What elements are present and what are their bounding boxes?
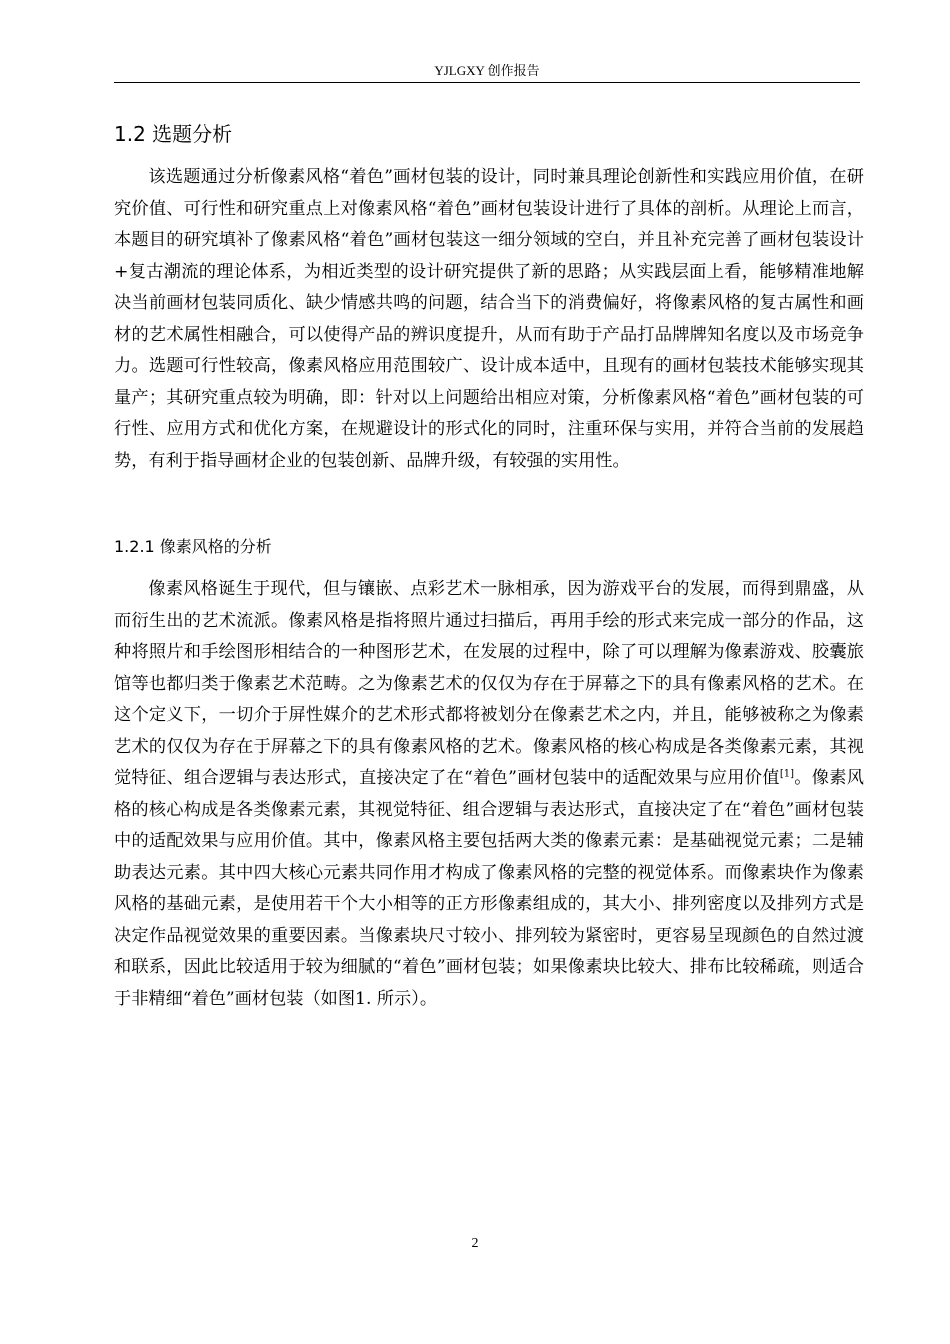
page-header xyxy=(114,62,860,83)
citation-marker[interactable]: [1] xyxy=(779,768,794,780)
subsection-paragraph-part2: 。像素风格的核心构成是各类像素元素，其视觉特征、组合逻辑与表达形式，直接决定了在“着色”画材包装中的适配效果与应用价值。其中，像素风格主要包括两大类的像素元素：是基础视觉元素；二是辅助表达元素。其中四大核心元素共同作用才构成了像素风格的完整的视觉体系。而像素块作为像素风格的基础元素，是使用若干个大小相等的正方形像素组成的，其大小、排列密度以及排列方式是决定作品视觉效果的重要因素。当像素块尺寸较小、排列较为紧密时，更容易呈现颜色的自然过渡和联系，因此比较适用于较为细腻的“着色”画材包装；如果像素块比较大、排布比较稀疏，则适合于非精细“着色”画材包装（如图1. 所示）。 xyxy=(114,768,864,1009)
subsection-heading: 1.2.1 像素风格的分析 xyxy=(114,537,272,556)
section-paragraph: 该选题通过分析像素风格“着色”画材包装的设计，同时兼具理论创新性和实践应用价值，在研究价值、可行性和研究重点上对像素风格“着色”画材包装设计进行了具体的剖析。从理论上而言，本题目的研究填补了像素风格“着色”画材包装这一细分领域的空白，并且补充完善了画材包装设计+复古潮流的理论体系，为相近类型的设计研究提供了新的思路；从实践层面上看，能够精准地解决当前画材包装同质化、缺少情感共鸣的问题，结合当下的消费偏好，将像素风格的复古属性和画材的艺术属性相融合，可以使得产品的辨识度提升，从而有助于产品打品牌牌知名度以及市场竞争力。选题可行性较高，像素风格应用范围较广、设计成本适中，且现有的画材包装技术能够实现其量产；其研究重点较为明确，即：针对以上问题给出相应对策，分析像素风格“着色”画材包装的可行性、应用方式和优化方案，在规避设计的形式化的同时，注重环保与实用，并符合当前的发展趋势，有利于指导画材企业的包装创新、品牌升级，有较强的实用性。 xyxy=(114,167,864,471)
header-title: YJLGXY 创作报告 xyxy=(434,63,540,78)
page-number: 2 xyxy=(471,1236,479,1251)
section-heading: 1.2 选题分析 xyxy=(114,122,233,146)
subsection-paragraph-part1: 像素风格诞生于现代，但与镶嵌、点彩艺术一脉相承，因为游戏平台的发展，而得到鼎盛，从而衍生出的艺术流派。像素风格是指将照片通过扫描后，再用手绘的形式来完成一部分的作品，这种将照片和手绘图形相结合的一种图形艺术，在发展的过程中，除了可以理解为像素游戏、胶囊旅馆等也都归类于像素艺术范畴。之为像素艺术的仅仅为存在于屏幕之下的具有像素风格的艺术。在这个定义下，一切介于屏性媒介的艺术形式都将被划分在像素艺术之内，并且，能够被称之为像素艺术的仅仅为存在于屏幕之下的具有像素风格的艺术。像素风格的核心构成是各类像素元素，其视觉特征、组合逻辑与表达形式，直接决定了在“着色”画材包装中的适配效果与应用价值 xyxy=(114,579,864,788)
subsection-paragraph xyxy=(114,574,864,1015)
